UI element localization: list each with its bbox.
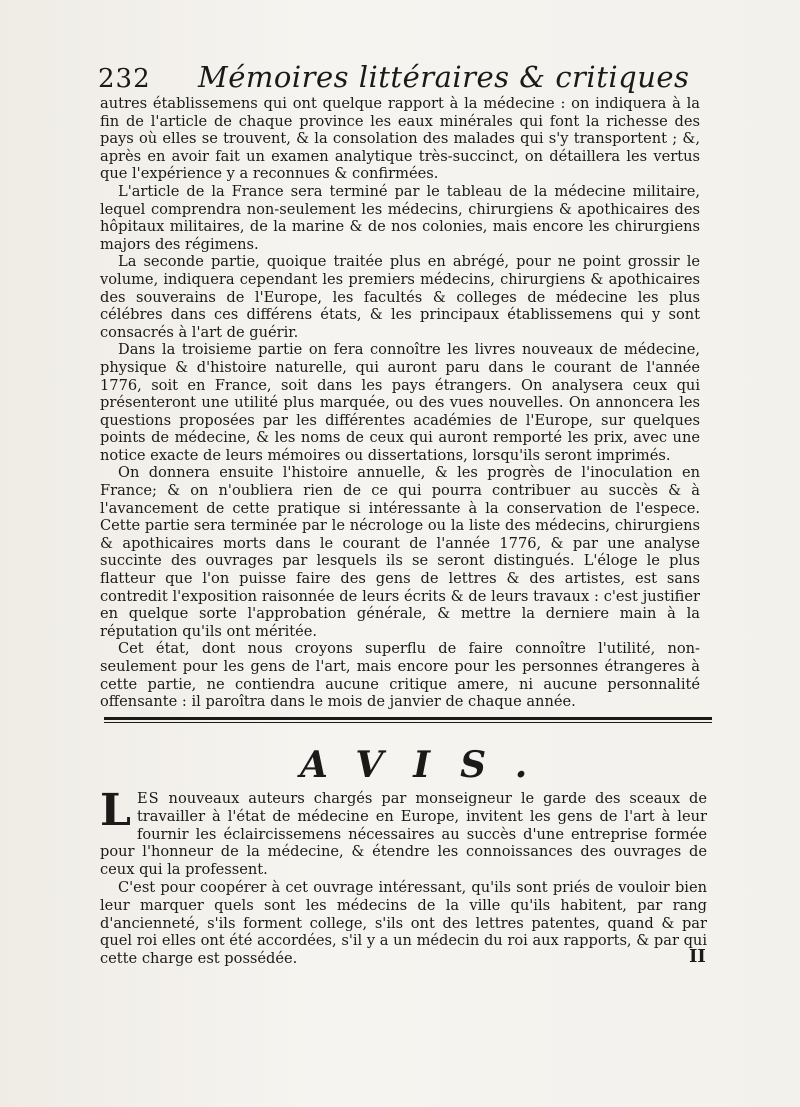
paragraph: L'article de la France sera terminé par le tableau de la médecine militaire, lequel comprendra non-seulement les médecins, chirurgiens & apothicaires des hôpitaux militaires, de la marine & de nos colonies, mais encore les chirurgiens majors des régimens. bbox=[100, 182, 700, 253]
avis-paragraph-text: nouveaux auteurs chargés par monseigneur le garde des sceaux de travailler à l'état de médecine en Europe, invitent les gens de l'art à leur fournir les éclaircissemens nécessaires au succès d'une entreprise formée pour l'honneur de la médecine, & étendre les connoissances des ouvrages de ceux qui la professent. bbox=[100, 790, 707, 879]
avis-text bbox=[100, 785, 707, 968]
paragraph: autres établissemens qui ont quelque rapport à la médecine : on indiquera à la fin de l'article de chaque province les eaux minérales qui font la richesse des pays où elles se trouvent, & la consolation des malades qui s'y transportent ; &, après en avoir fait un examen analytique très-succinct, on détaillera les vertus que l'expérience y a reconnues & confirmées. bbox=[100, 95, 700, 183]
main-text bbox=[100, 95, 700, 711]
paragraph: Cet état, dont nous croyons superflu de faire connoître l'utilité, non-seulement pour les gens de l'art, mais encore pour les personnes étrangeres à cette partie, ne contiendra aucune critique amere, ni aucune personnalité offensante : il paroîtra dans le mois de janvier de chaque année. bbox=[100, 640, 700, 711]
paragraph: Dans la troisieme partie on fera connoître les livres nouveaux de médecine, physique & d'histoire naturelle, qui auront paru dans le courant de l'année 1776, soit en France, soit dans les pays étrangers. On analysera ceux qui présenteront une utilité plus marquée, ou des vues nouvelles. On annoncera les questions proposées par les différentes académies de l'Europe, sur quelques points de médecine, & les noms de ceux qui auront remporté les prix, avec une notice exacte de leurs mémoires ou dissertations, lorsqu'ils seront imprimés. bbox=[100, 341, 700, 464]
signature-mark: II bbox=[689, 946, 706, 967]
lead-caps: ES bbox=[136, 790, 160, 807]
running-title: Mémoires littéraires & critiques bbox=[198, 60, 690, 94]
drop-cap: L bbox=[100, 785, 131, 836]
page-header bbox=[98, 60, 708, 100]
avis-heading: AVIS. bbox=[300, 744, 558, 786]
paragraph: On donnera ensuite l'histoire annuelle, & les progrès de l'inoculation en France; & on n'oubliera rien de ce qui pourra contribuer au succès & à l'avancement de cette pratique si intéressante à la conservation de l'espece. Cette partie sera terminée par le nécrologe ou la liste des médecins, chirurgiens & apothicaires morts dans le courant de l'année 1776, & par une analyse succinte des ouvrages par lesquels ils se seront distingués. L'éloge le plus flatteur que l'on puisse faire des gens de lettres & des artistes, est sans contredit l'exposition raisonnée de leurs écrits & de leurs travaux : c'est justifier en quelque sorte l'approbation générale, & mettre la derniere main à la réputation qu'ils ont méritée. bbox=[100, 464, 700, 640]
page-number: 232 bbox=[98, 64, 151, 94]
section-divider-thin bbox=[104, 722, 712, 723]
avis-paragraph bbox=[100, 785, 707, 879]
avis-paragraph: C'est pour coopérer à cet ouvrage intéressant, qu'ils sont priés de vouloir bien leur marquer quels sont les médecins de la ville qu'ils habitent, par rang d'ancienneté, s'ils forment college, s'ils ont des lettres patentes, quand & par quel roi elles ont été accordées, s'il y a un médecin du roi aux rapports, & par qui cette charge est possédée. bbox=[100, 878, 707, 968]
paragraph: La seconde partie, quoique traitée plus en abrégé, pour ne point grossir le volume, indiquera cependant les premiers médecins, chirurgiens & apothicaires des souverains de l'Europe, les facultés & colleges de médecine les plus célébres dans ces différens états, & les principaux établissemens qui y sont consacrés à l'art de guérir. bbox=[100, 253, 700, 341]
section-divider-thick bbox=[104, 717, 712, 720]
